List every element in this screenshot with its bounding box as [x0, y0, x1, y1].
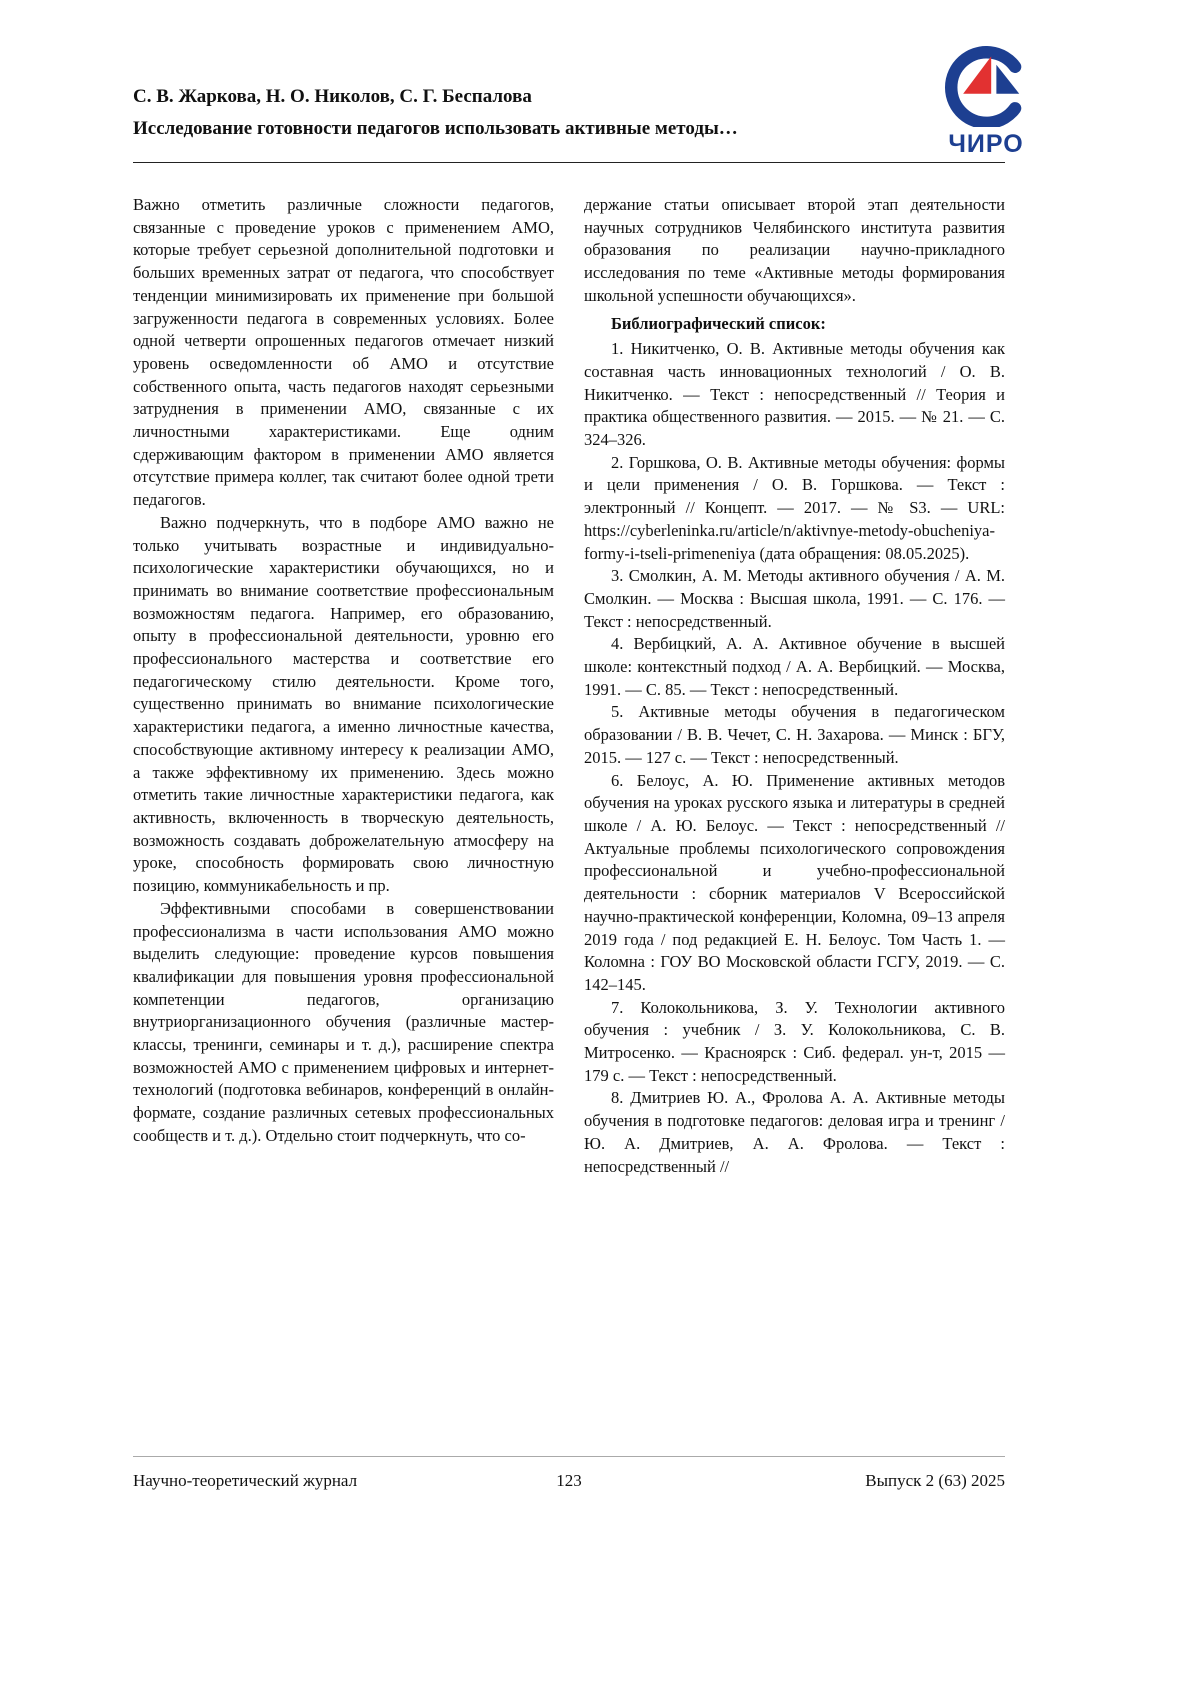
page-footer: [133, 1456, 1005, 1490]
issue-label: Выпуск 2 (63) 2025: [865, 1471, 1005, 1490]
body-paragraph: Важно подчеркнуть, что в подборе АМО важно не только учитывать возрастные и индивидуально-психологические характеристики обучающихся, но и принимать во внимание соответствие профессиональным возможностям педагога. Например, его образованию, опыту в профессиональной деятельности, уровню его профессионального мастерства и соответствие его педагогическому стилю деятельности. Кроме того, существенно принимать во внимание психологические характеристики педагога, а именно личностные качества, способствующие активному интересу к реализации АМО, а также эффективному их применению. Здесь можно отметить такие личностные характеристики педагога, как активность, включенность в творческую деятельность, возможность создавать доброжелательную атмосферу на уроке, способность формировать свою личностную позицию, коммуникабельность и пр.: [133, 512, 554, 896]
chiro-emblem-icon: [934, 46, 1038, 127]
reference-item: 7. Колокольникова, З. У. Технологии активного обучения : учебник / З. У. Колокольникова, С. В. Митросенко. — Красноярск : Сиб. федерал. ун-т, 2015 — 179 с. — Текст : непосредственный.: [584, 997, 1005, 1085]
running-title: Исследование готовности педагогов использовать активные методы…: [133, 118, 738, 139]
body-paragraph: Важно отметить различные сложности педагогов, связанные с проведение уроков с применением АМО, которые требует серьезной дополнительной подготовки и больших временных затрат от педагога, что способствует тенденции минимизировать их применение при большой загруженности педагога в современных условиях. Более одной четверти опрошенных педагогов отмечает низкий уровень осведомленности об АМО и отсутствие собственного опыта, часть педагогов находят серьезными затруднения в применении АМО, связанные с их личностными характеристиками. Еще одним сдерживающим фактором в применении АМО является отсутствие примера коллег, так считают более одной трети педагогов.: [133, 195, 554, 510]
journal-name: Научно-теоретический журнал: [133, 1471, 358, 1490]
page-number: 123: [556, 1471, 582, 1490]
page-header: [133, 84, 893, 142]
reference-item: 8. Дмитриев Ю. А., Фролова А. А. Активные методы обучения в подготовке педагогов: деловая игра и тренинг / Ю. А. Дмитриев, А. А. Фролова. — Текст : непосредственный //: [584, 1088, 1005, 1176]
right-column: [584, 194, 1005, 1178]
reference-item: 4. Вербицкий, А. А. Активное обучение в высшей школе: контекстный подход / А. А. Вербицкий. — Москва, 1991. — С. 85. — Текст : непосредственный.: [584, 634, 1005, 699]
body-paragraph: держание статьи описывает второй этап деятельности научных сотрудников Челябинского института развития образования по реализации научно-прикладного исследования по теме «Активные методы формирования школьной успешности обучающихся».: [584, 195, 1005, 305]
reference-item: 1. Никитченко, О. В. Активные методы обучения как составная часть инновационных технологий / О. В. Никитченко. — Текст : непосредственный // Теория и практика общественного развития. — 2015. — № 21. — С. 324–326.: [584, 339, 1005, 450]
body-paragraph: Эффективными способами в совершенствовании профессионализма в части использования АМО можно выделить следующие: проведение курсов повышения квалификации для повышения уровня профессиональной компетенции педагогов, организацию внутриорганизационного обучения (различные мастер-классы, тренинги, семинары и т. д.), расширение спектра возможностей АМО с применением цифровых и интернет-технологий (подготовка вебинаров, конференций в онлайн-формате, создание различных сетевых профессиональных сообществ и т. д.). Отдельно стоит подчеркнуть, что со-: [133, 898, 554, 1145]
left-column: [133, 194, 554, 1178]
reference-item: 3. Смолкин, А. М. Методы активного обучения / А. М. Смолкин. — Москва : Высшая школа, 1991. — С. 176. — Текст : непосредственный.: [584, 566, 1005, 631]
reference-item: 6. Белоус, А. Ю. Применение активных методов обучения на уроках русского языка и литературы в средней школе / А. Ю. Белоус. — Текст : непосредственный // Актуальные проблемы психологического сопровождения профессиональной и учебно-профессиональной деятельности : сборник материалов V Всероссийской научно-практической конференции, Коломна, 09–13 апреля 2019 года / под редакцией Е. Н. Белоус. Том Часть 1. — Коломна : ГОУ ВО Московской области ГСГУ, 2019. — С. 142–145.: [584, 770, 1005, 994]
header-rule: [133, 162, 1005, 163]
reference-item: 5. Активные методы обучения в педагогическом образовании / В. В. Чечет, С. Н. Захарова. — Минск : БГУ, 2015. — 127 с. — Текст : непосредственный.: [584, 702, 1005, 767]
article-body: [133, 194, 1005, 1178]
bibliography-heading: Библиографический список:: [611, 313, 826, 333]
logo-wordmark: ЧИРО: [948, 130, 1024, 158]
chiro-logo: [926, 46, 1046, 159]
authors-line: С. В. Жаркова, Н. О. Николов, С. Г. Беспалова: [133, 86, 532, 107]
reference-item: 2. Горшкова, О. В. Активные методы обучения: формы и цели применения / О. В. Горшкова. — Текст : электронный // Концепт. — 2017. — № S3. — URL: https://cyberleninka.ru/article/n/aktivnye-metody-obucheniya-formy-i-tseli-primeneniya (дата обращения: 08.05.2025).: [584, 452, 1005, 563]
